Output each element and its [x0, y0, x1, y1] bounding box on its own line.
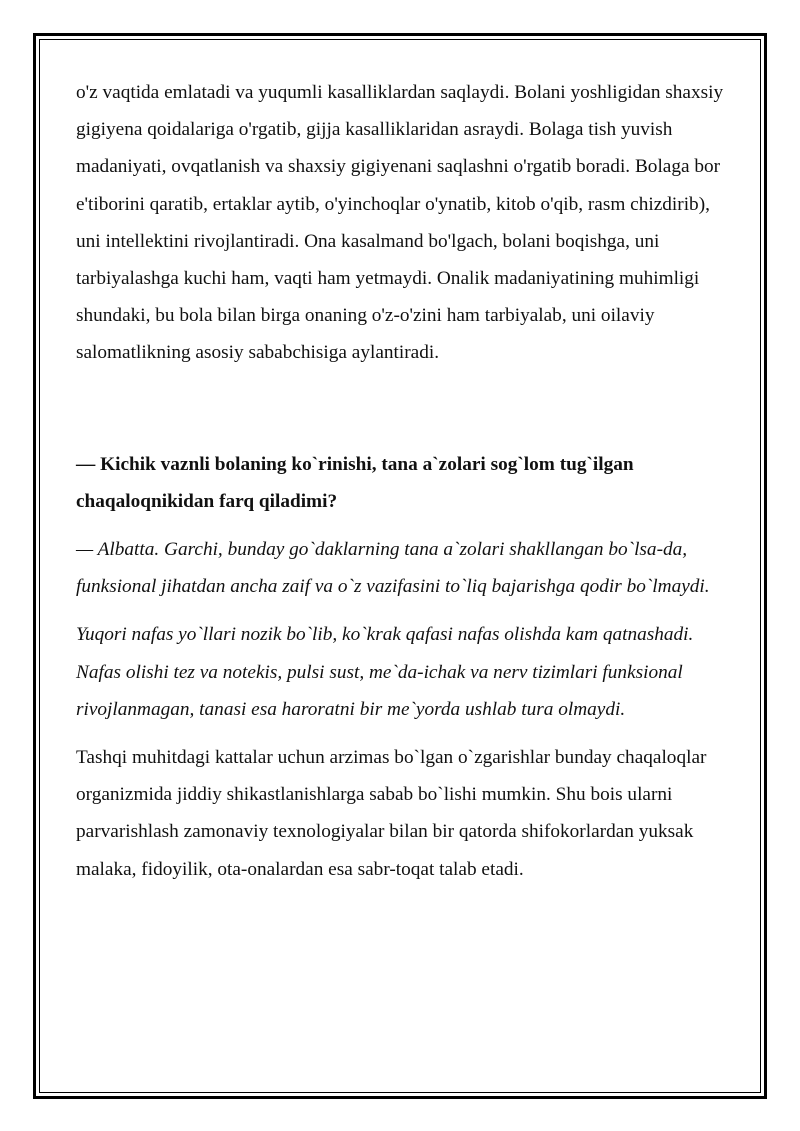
question-paragraph: — Kichik vaznli bolaning ko`rinishi, tana a`zolari sog`lom tug`ilgan chaqaloqnikidan farq qiladimi? [76, 453, 634, 512]
document-body [76, 74, 731, 888]
details-paragraph: Yuqori nafas yo`llari nozik bo`lib, ko`krak qafasi nafas olishda kam qatnashadi. Nafas olishi tez va notekis, pulsi sust, me`da-ichak va nerv tizimlari funksional rivojlanmagan, tanasi esa haroratni bir me`yorda ushlab tura olmaydi. [76, 624, 694, 720]
intro-paragraph: o'z vaqtida emlatadi va yuqumli kasalliklardan saqlaydi. Bolani yoshligidan shaxsiy gigiyena qoidalariga o'rgatib, gijja kasalliklaridan asraydi. Bolaga tish yuvish madaniyati, ovqatlanish va shaxsiy gigiyenani saqlashni o'rgatib boradi. Bolaga bor e'tiborini qaratib, ertaklar aytib, o'yinchoqlar o'ynatib, kitob o'qib, rasm chizdirib), uni intellektini rivojlantiradi. Ona kasalmand bo'lgach, bolani boqishga, uni tarbiyalashga kuchi ham, vaqti ham yetmaydi. Onalik madaniyatining muhimligi shundaki, bu bola bilan birga onaning o'z-o'zini ham tarbiyalab, uni oilaviy salomatlikning asosiy sababchisiga aylantiradi. [76, 82, 724, 364]
answer-paragraph: — Albatta. Garchi, bunday go`daklarning tana a`zolari shakllangan bo`lsa-da, funksional jihatdan ancha zaif va o`z vazifasini to`liq bajarishga qodir bo`lmaydi. [76, 539, 710, 598]
conclusion-paragraph: Tashqi muhitdagi kattalar uchun arzimas bo`lgan o`zgarishlar bunday chaqaloqlar organizmida jiddiy shikastlanishlarga sabab bo`lishi mumkin. Shu bois ularni parvarishlash zamonaviy texnologiyalar bilan bir qatorda shifokorlardan yuksak malaka, fidoyilik, ota-onalardan esa sabr-toqat talab etadi. [76, 747, 707, 880]
